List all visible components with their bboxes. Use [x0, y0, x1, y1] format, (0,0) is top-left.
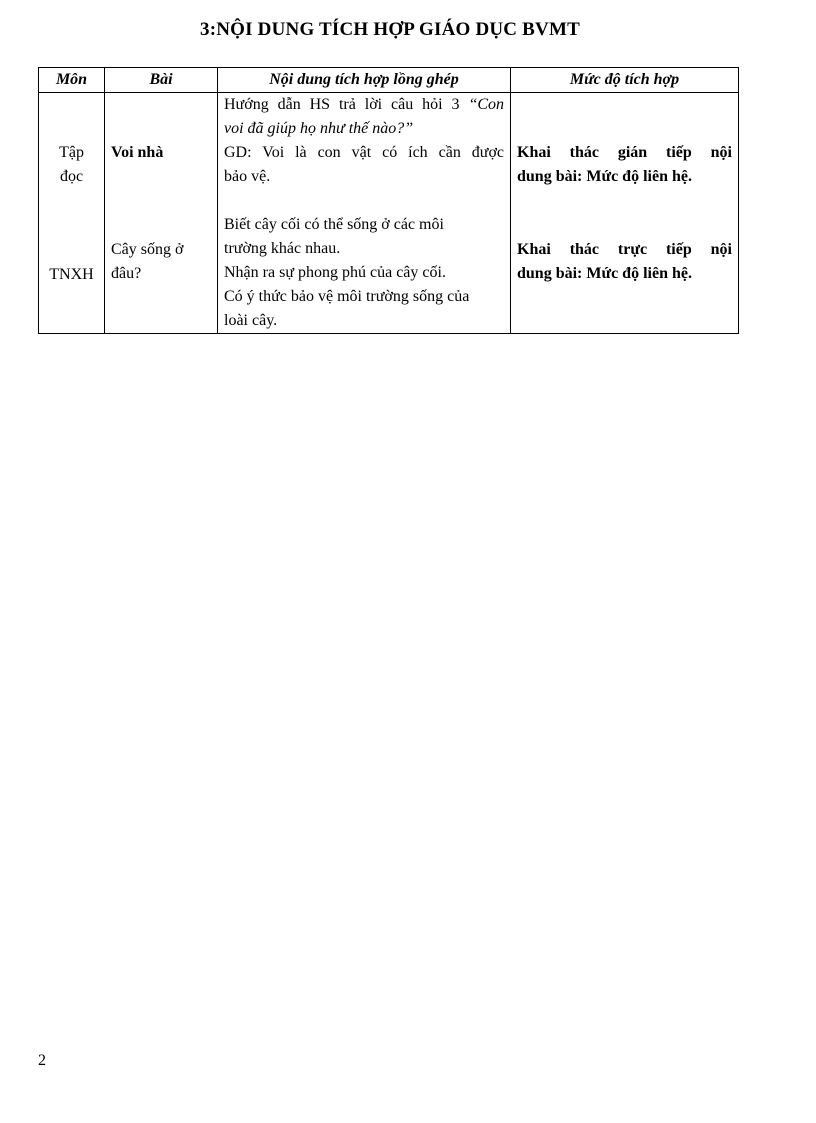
mon-tap-doc — [39, 141, 104, 189]
noi-dung-line: bảo vệ. — [224, 168, 271, 185]
header-mon: Môn — [39, 68, 105, 93]
bai-cay-song-line2: đâu? — [111, 265, 142, 282]
muc-do-line: Khai thác gián tiếp nội — [517, 144, 732, 161]
bai-cell — [105, 93, 218, 334]
header-muc-do: Mức độ tích hợp — [511, 68, 739, 93]
noi-dung-cell — [218, 93, 511, 334]
noi-dung-line: voi đã giúp họ như thế nào?” — [224, 120, 414, 137]
table-header-row — [39, 68, 739, 93]
muc-do-cell — [511, 93, 739, 334]
noi-dung-line: GD: Voi là con vật có ích cần được — [224, 144, 504, 161]
muc-do-voi-nha — [511, 141, 738, 189]
noi-dung-line: Có ý thức bảo vệ môi trường sống của — [224, 288, 470, 305]
muc-do-line: Khai thác trực tiếp nội — [517, 241, 732, 258]
muc-do-line: dung bài: Mức độ liên hệ. — [517, 168, 692, 185]
page-title: 3:NỘI DUNG TÍCH HỢP GIÁO DỤC BVMT — [200, 19, 580, 40]
noi-dung-line: trường khác nhau. — [224, 240, 341, 257]
mon-tap-doc-line1: Tập — [59, 144, 84, 161]
noi-dung-cay-song — [218, 213, 510, 333]
muc-do-line: dung bài: Mức độ liên hệ. — [517, 265, 692, 282]
integration-table — [38, 67, 739, 334]
muc-do-cay-song — [511, 238, 738, 286]
table-row — [39, 93, 739, 334]
mon-tnxh-text: TNXH — [49, 266, 94, 283]
noi-dung-line: Biết cây cối có thể sống ở các môi — [224, 216, 444, 233]
noi-dung-line: loài cây. — [224, 312, 278, 329]
bai-cay-song — [105, 238, 217, 286]
noi-dung-line: Nhận ra sự phong phú của cây cối. — [224, 264, 446, 281]
bai-voi-nha-text: Voi nhà — [111, 144, 164, 161]
noi-dung-quote: “Con — [468, 96, 505, 113]
noi-dung-line — [224, 93, 504, 117]
page-number: 2 — [38, 1052, 46, 1069]
noi-dung-text: Hướng dẫn HS trả lời câu hỏi 3 — [224, 96, 460, 113]
mon-tnxh — [39, 263, 104, 287]
bai-cay-song-line1: Cây sống ở — [111, 241, 184, 258]
header-noi-dung: Nội dung tích hợp lồng ghép — [218, 68, 511, 93]
header-bai: Bài — [105, 68, 218, 93]
mon-tap-doc-line2: đọc — [59, 168, 84, 185]
bai-voi-nha — [105, 141, 217, 165]
noi-dung-voi-nha — [218, 93, 510, 189]
mon-cell — [39, 93, 105, 334]
